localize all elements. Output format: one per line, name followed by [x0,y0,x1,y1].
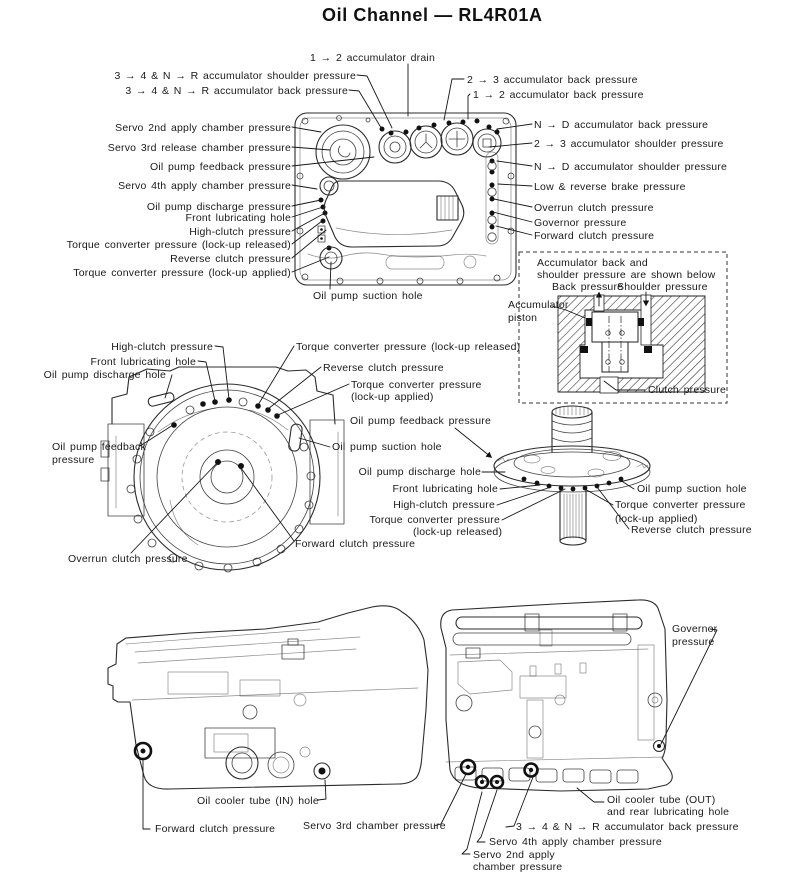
fv-suction: Oil pump suction hole [332,441,442,453]
label-low-reverse-brake: Low & reverse brake pressure [534,181,686,193]
fv-feedback-line2: pressure [52,454,95,466]
fv-tc-applied-line2: (lock-up applied) [351,391,434,403]
label-1-2-accumulator-back: 1 → 2 accumulator back pressure [473,89,644,101]
pv-tc-released-line1: Torque converter pressure [369,514,500,526]
pv-discharge: Oil pump discharge hole [358,466,481,478]
label-servo-2nd-apply: Servo 2nd apply chamber pressure [115,122,291,134]
rv-oil-cooler-out-line1: Oil cooler tube (OUT) [607,794,716,806]
lv-oil-cooler-in: Oil cooler tube (IN) hole [197,795,319,807]
pv-tc-applied-line1: Torque converter pressure [615,499,746,511]
label-front-lubricating-hole: Front lubricating hole [185,212,291,224]
lv-servo-3rd: Servo 3rd chamber pressure [303,820,446,832]
label-3-4-n-r-accumulator-shoulder: 3 → 4 & N → R accumulator shoulder pressure [114,70,356,82]
inset-shoulder-pressure: Shoulder pressure [617,281,708,293]
label-1-2-accumulator-drain: 1 → 2 accumulator drain [310,52,435,64]
label-tc-released: Torque converter pressure (lock-up released) [66,239,291,251]
label-n-d-accumulator-back: N → D accumulator back pressure [534,119,709,131]
rv-servo-2nd-line2: chamber pressure [473,861,563,873]
pv-tc-released-line2: (lock-up released) [413,526,503,538]
rv-servo-4th: Servo 4th apply chamber pressure [489,836,662,848]
fv-forward: Forward clutch pressure [295,538,416,550]
pv-tc-applied-line2: (lock-up applied) [615,513,698,525]
lv-forward-clutch: Forward clutch pressure [155,823,276,835]
rv-governor-line1: Governor [672,623,718,635]
pv-reverse-clutch: Reverse clutch pressure [631,524,752,536]
fv-overrun: Overrun clutch pressure [68,553,188,565]
label-governor-pressure: Governor pressure [534,217,627,229]
label-n-d-accumulator-shoulder: N → D accumulator shoulder pressure [534,161,728,173]
fv-discharge: Oil pump discharge hole [43,369,166,381]
label-servo-3rd-release: Servo 3rd release chamber pressure [107,142,291,154]
inset-note-line1: Accumulator back and [537,257,648,269]
label-2-3-accumulator-back: 2 → 3 accumulator back pressure [467,74,638,86]
rv-oil-cooler-out-line2: and rear lubricating hole [607,806,730,818]
label-reverse-clutch: Reverse clutch pressure [170,253,291,265]
fv-tc-released: Torque converter pressure (lock-up released) [296,341,521,353]
fv-front-lube: Front lubricating hole [90,356,196,368]
label-3-4-n-r-accumulator-back: 3 → 4 & N → R accumulator back pressure [125,85,348,97]
fv-high-clutch: High-clutch pressure [111,341,213,353]
pv-feedback: Oil pump feedback pressure [350,415,492,427]
inset-back-pressure: Back pressure [552,281,624,293]
label-2-3-accumulator-shoulder: 2 → 3 accumulator shoulder pressure [534,138,724,150]
rv-servo-2nd-line1: Servo 2nd apply [473,849,555,861]
label-oil-pump-discharge: Oil pump discharge pressure [146,201,291,213]
inset-clutch-pressure: Clutch pressure [648,384,727,396]
label-oil-pump-suction-hole: Oil pump suction hole [313,290,423,302]
label-servo-4th-apply: Servo 4th apply chamber pressure [118,180,291,192]
pv-suction-right: Oil pump suction hole [637,483,747,495]
rv-governor-line2: pressure [672,636,715,648]
rv-accum-back: 3 → 4 & N → R accumulator back pressure [516,821,739,833]
inset-accumulator-piston-line2: piston [508,312,538,324]
inset-accumulator-piston-line1: Accumulator [508,299,569,311]
fv-feedback-line1: Oil pump feedback [52,441,146,453]
pv-front-lube: Front lubricating hole [392,483,498,495]
label-tc-applied: Torque converter pressure (lock-up applied) [73,267,291,279]
label-high-clutch: High-clutch pressure [189,226,291,238]
fv-reverse-clutch: Reverse clutch pressure [323,362,444,374]
page-title: Oil Channel — RL4R01A [322,5,543,25]
fv-tc-applied-line1: Torque converter pressure [351,379,482,391]
label-forward-clutch: Forward clutch pressure [534,230,655,242]
label-oil-pump-feedback: Oil pump feedback pressure [149,161,291,173]
pv-high-clutch: High-clutch pressure [393,499,495,511]
label-overrun-clutch: Overrun clutch pressure [534,202,654,214]
inset-note-line2: shoulder pressure are shown below [537,269,716,281]
